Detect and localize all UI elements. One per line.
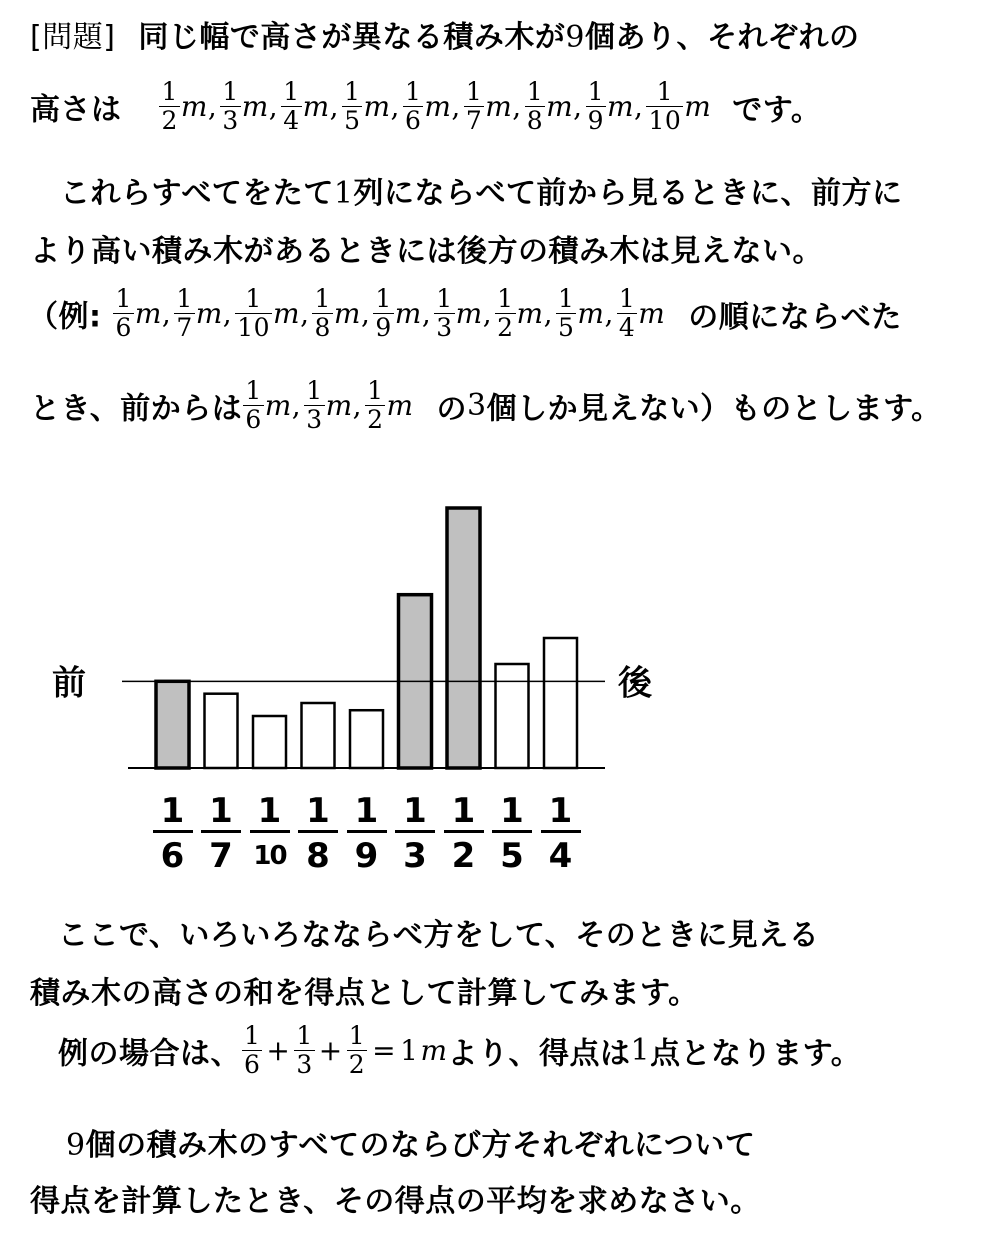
visible-unit: m <box>264 389 292 422</box>
visible-unit: m <box>386 389 414 422</box>
visible-fraction-numerator: 1 <box>306 376 323 405</box>
height-fraction <box>403 78 423 135</box>
visible-fraction-numerator: 1 <box>245 376 262 405</box>
height-fraction-denominator: 5 <box>344 106 361 135</box>
order-separator: , <box>604 297 614 330</box>
scoring-example-b: より、得点は <box>447 1036 631 1072</box>
task-text-1: 個の積み木のすべてのならび方それぞれについて <box>85 1128 756 1163</box>
block-6 <box>156 681 189 768</box>
height-unit: m <box>485 90 513 123</box>
block-10 <box>253 716 286 768</box>
order-fraction-denominator: 7 <box>176 313 193 342</box>
block-label-3 <box>395 792 435 875</box>
scoring-example-a: 例の場合は、 <box>58 1036 241 1072</box>
block-label-5 <box>492 792 532 875</box>
block-label-2 <box>444 792 484 875</box>
height-fraction-denominator: 4 <box>283 106 300 135</box>
sum-unit: m <box>420 1034 448 1067</box>
height-fraction-numerator: 1 <box>587 77 604 106</box>
order-fraction <box>113 285 133 342</box>
block-label-denominator: 6 <box>160 836 185 876</box>
sum-term-denominator: 3 <box>296 1050 313 1079</box>
block-8 <box>302 703 335 768</box>
height-separator: , <box>207 90 218 123</box>
order-fraction <box>495 285 515 342</box>
height-fraction <box>586 78 606 135</box>
height-separator: , <box>573 90 583 123</box>
block-2 <box>447 508 480 768</box>
example-order-list <box>112 284 666 342</box>
example-order-end: の順にならべた <box>688 299 902 335</box>
height-fraction-denominator: 8 <box>526 106 544 135</box>
block-label-denominator: 9 <box>354 836 379 876</box>
rule-number: 1 <box>333 176 354 211</box>
height-fraction-denominator: 6 <box>404 106 422 135</box>
order-unit: m <box>195 297 223 330</box>
task-line-2 <box>30 1176 761 1220</box>
height-unit: m <box>684 90 712 123</box>
height-fraction-numerator: 1 <box>646 78 683 107</box>
sum-term <box>294 1022 314 1079</box>
block-label-numerator: 1 <box>492 792 532 833</box>
visible-fraction-denominator: 2 <box>367 405 384 434</box>
height-fraction-numerator: 1 <box>283 77 300 106</box>
order-fraction-numerator: 1 <box>176 284 193 313</box>
order-fraction-numerator: 1 <box>314 284 331 313</box>
block-label-7 <box>201 792 241 875</box>
sum-term <box>347 1022 367 1079</box>
order-fraction-denominator: 8 <box>314 313 331 342</box>
block-label-numerator: 1 <box>298 792 338 833</box>
sum-term-numerator: 1 <box>296 1021 313 1050</box>
scoring-text-2: 積み木の高さの和を得点として計算してみます。 <box>30 976 699 1011</box>
scoring-line-2 <box>30 968 699 1012</box>
plus-sign: + <box>266 1034 291 1067</box>
visible-unit: m <box>325 389 353 422</box>
block-label-9 <box>347 792 387 875</box>
height-fraction <box>525 78 545 135</box>
visible-fraction <box>243 377 263 434</box>
height-fraction <box>159 78 179 135</box>
order-unit: m <box>394 297 422 330</box>
order-fraction-numerator: 1 <box>436 284 453 313</box>
block-9 <box>350 710 383 768</box>
visible-separator: , <box>291 389 302 422</box>
order-separator: , <box>543 297 553 330</box>
problem-tag: [問題] <box>30 20 116 55</box>
block-count: 9 <box>565 20 585 55</box>
front-label: 前 <box>52 663 86 704</box>
heights-line <box>30 78 821 135</box>
task-line-1 <box>66 1120 755 1164</box>
block-label-numerator: 1 <box>153 792 193 833</box>
sum-value: 1 <box>400 1034 419 1067</box>
visible-fraction-denominator: 3 <box>306 405 323 434</box>
sum-expression <box>241 1021 368 1079</box>
rule-text-b: 列にならべて前から見るときに、前方に <box>353 176 903 211</box>
height-fraction-denominator: 3 <box>222 106 239 135</box>
order-fraction <box>617 285 637 342</box>
height-unit: m <box>302 90 330 123</box>
height-separator: , <box>634 90 644 123</box>
scoring-example-line <box>58 1022 861 1079</box>
order-fraction <box>434 285 454 342</box>
block-label-6 <box>153 792 193 875</box>
order-separator: , <box>222 297 233 330</box>
sum-term <box>242 1022 262 1079</box>
block-label-denominator: 4 <box>548 836 573 876</box>
block-label-numerator: 1 <box>541 792 581 833</box>
order-fraction <box>556 285 576 342</box>
heights-label: 高さは <box>30 92 122 128</box>
order-unit: m <box>638 297 666 330</box>
block-label-4 <box>541 792 581 875</box>
example-order-line <box>28 285 902 342</box>
block-7 <box>205 694 238 768</box>
block-diagram <box>0 480 982 900</box>
block-diagram-svg <box>0 480 982 900</box>
rule-text-a: これらすべてをたて <box>60 176 334 211</box>
block-4 <box>544 638 577 768</box>
rule-text-2: より高い積み木があるときには後方の積み木は見えない。 <box>30 234 823 269</box>
block-label-denominator: 5 <box>500 836 524 876</box>
order-fraction-denominator: 2 <box>497 313 514 342</box>
example-visible-list <box>242 376 414 434</box>
block-label-denominator: 10 <box>253 841 286 871</box>
height-fraction <box>464 78 484 135</box>
scoring-text-1: ここで、いろいろなならべ方をして、そのときに見える <box>58 918 820 953</box>
example-visible-count: 3 <box>466 388 487 423</box>
block-label-numerator: 1 <box>250 792 290 833</box>
block-label-numerator: 1 <box>201 792 241 833</box>
rule-line-2 <box>30 226 823 270</box>
order-unit: m <box>577 297 605 330</box>
block-label-numerator: 1 <box>347 792 387 833</box>
visible-fraction-denominator: 6 <box>245 405 262 434</box>
visible-fraction <box>304 377 324 434</box>
height-fraction-numerator: 1 <box>526 77 544 106</box>
height-separator: , <box>451 90 461 123</box>
order-fraction-denominator: 3 <box>436 313 453 342</box>
order-fraction-numerator: 1 <box>375 284 392 313</box>
order-fraction-numerator: 1 <box>618 284 636 313</box>
height-fraction <box>342 78 362 135</box>
sum-term-denominator: 6 <box>244 1050 261 1079</box>
order-fraction <box>174 285 194 342</box>
order-separator: , <box>360 297 371 330</box>
order-fraction-denominator: 10 <box>237 313 271 342</box>
visible-fraction-numerator: 1 <box>367 376 384 405</box>
task-number: 9 <box>66 1128 86 1163</box>
height-separator: , <box>329 90 340 123</box>
example-open: （例: <box>28 299 102 335</box>
order-unit: m <box>333 297 361 330</box>
height-separator: , <box>512 90 522 123</box>
order-fraction-denominator: 4 <box>618 313 636 342</box>
rule-line-1 <box>60 168 903 212</box>
height-unit: m <box>363 90 391 123</box>
height-fraction-numerator: 1 <box>161 77 178 106</box>
intro-text: 同じ幅で高さが異なる積み木が <box>138 20 566 55</box>
back-label: 後 <box>618 663 652 704</box>
order-fraction <box>235 285 272 342</box>
height-fraction <box>220 78 240 135</box>
order-unit: m <box>516 297 544 330</box>
order-fraction-denominator: 6 <box>115 313 132 342</box>
sum-term-numerator: 1 <box>348 1021 366 1050</box>
height-fraction-numerator: 1 <box>465 77 483 106</box>
height-fraction-numerator: 1 <box>222 77 239 106</box>
order-fraction <box>373 285 393 342</box>
order-fraction-denominator: 9 <box>375 313 392 342</box>
block-label-denominator: 8 <box>306 836 330 876</box>
order-fraction-numerator: 1 <box>497 284 514 313</box>
height-fraction-denominator: 7 <box>465 106 483 135</box>
scoring-example-c: 点となります。 <box>650 1036 862 1072</box>
block-label-8 <box>298 792 338 875</box>
score-value: 1 <box>630 1033 651 1068</box>
height-unit: m <box>546 90 574 123</box>
order-fraction-numerator: 1 <box>557 284 575 313</box>
height-fraction-numerator: 1 <box>404 77 422 106</box>
block-label-denominator: 3 <box>403 836 427 876</box>
height-unit: m <box>606 90 635 123</box>
height-unit: m <box>180 90 208 123</box>
height-separator: , <box>268 90 279 123</box>
height-fraction <box>281 78 301 135</box>
height-unit: m <box>424 90 452 123</box>
order-separator: , <box>300 297 310 330</box>
height-fraction-denominator: 9 <box>587 106 604 135</box>
height-unit: m <box>241 90 269 123</box>
equals-sign: = <box>372 1034 397 1067</box>
visible-separator: , <box>352 389 363 422</box>
order-fraction-numerator: 1 <box>115 284 132 313</box>
intro-text-end: 個あり、それぞれの <box>584 20 860 55</box>
scoring-line-1 <box>58 910 819 954</box>
block-label-10 <box>250 792 290 875</box>
order-separator: , <box>482 297 493 330</box>
order-fraction <box>312 285 332 342</box>
order-unit: m <box>273 297 301 330</box>
heights-end: です。 <box>732 92 822 128</box>
height-fraction-denominator: 2 <box>161 106 178 135</box>
problem-intro-line <box>30 12 859 56</box>
example-line2-c: 個しか見えない）ものとします。 <box>486 391 942 427</box>
block-5 <box>496 664 529 768</box>
height-fraction <box>646 78 683 135</box>
block-label-denominator: 2 <box>451 836 476 876</box>
example-line2-b: の <box>436 391 467 427</box>
order-unit: m <box>455 297 483 330</box>
block-label-denominator: 7 <box>209 836 233 876</box>
sum-term-denominator: 2 <box>348 1050 366 1079</box>
example-line2-a: とき、前からは <box>30 391 243 427</box>
task-text-2: 得点を計算したとき、その得点の平均を求めなさい。 <box>30 1184 761 1219</box>
order-separator: , <box>161 297 172 330</box>
height-separator: , <box>390 90 400 123</box>
block-label-numerator: 1 <box>444 792 484 833</box>
block-label-numerator: 1 <box>395 792 435 833</box>
order-unit: m <box>134 297 162 330</box>
order-fraction-denominator: 5 <box>557 313 575 342</box>
height-fraction-denominator: 10 <box>648 106 682 135</box>
heights-list <box>158 77 712 135</box>
plus-sign: + <box>318 1034 343 1067</box>
order-separator: , <box>421 297 432 330</box>
example-visible-line <box>30 377 942 434</box>
sum-term-numerator: 1 <box>244 1021 261 1050</box>
height-fraction-numerator: 1 <box>344 77 361 106</box>
visible-fraction <box>365 377 385 434</box>
order-fraction-numerator: 1 <box>235 285 272 314</box>
